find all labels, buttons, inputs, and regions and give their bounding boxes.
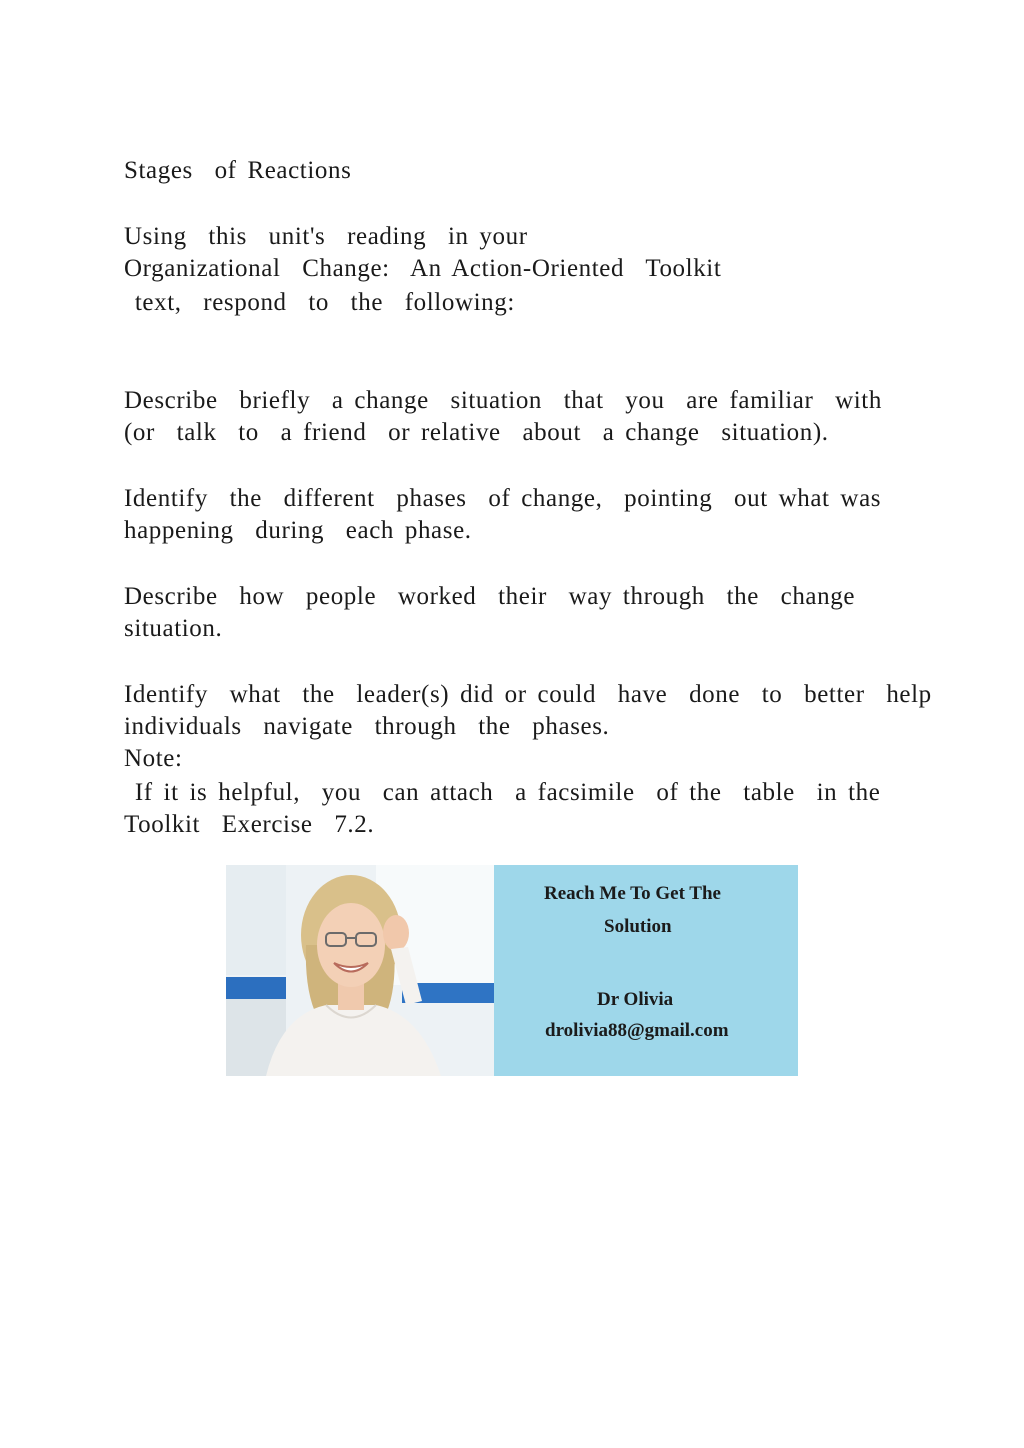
contact-email[interactable]: drolivia88@gmail.com xyxy=(545,1020,729,1041)
contact-banner xyxy=(226,865,798,1076)
prompt-2-line-1: Identify the different phases of change, pointing out what was xyxy=(124,485,882,512)
intro-line-1: Using this unit's reading in your xyxy=(124,223,528,250)
prompt-4-line-1: Identify what the leader(s) did or could have done to better help xyxy=(124,681,932,708)
prompt-1-line-2: (or talk to a friend or relative about a change situation). xyxy=(124,419,829,446)
prompt-1-line-1: Describe briefly a change situation that you are familiar with xyxy=(124,387,882,414)
card-headline-line-1: Reach Me To Get The xyxy=(544,883,721,904)
note-line-2: Toolkit Exercise 7.2. xyxy=(124,811,375,838)
intro-line-3: text, respond to the following: xyxy=(124,289,515,316)
woman-illustration xyxy=(226,865,494,1076)
document-title: Stages of Reactions xyxy=(124,157,352,184)
note-label: Note: xyxy=(124,745,183,772)
prompt-3-line-1: Describe how people worked their way through the change xyxy=(124,583,856,610)
intro-line-2: Organizational Change: An Action-Oriented Toolkit xyxy=(124,255,722,282)
card-headline-line-2: Solution xyxy=(604,916,672,937)
prompt-2-line-2: happening during each phase. xyxy=(124,517,472,544)
prompt-3-line-2: situation. xyxy=(124,615,223,642)
note-line-1: If it is helpful, you can attach a facsimile of the table in the xyxy=(124,779,881,806)
contact-card xyxy=(494,865,798,1076)
woman-photo xyxy=(226,865,494,1076)
contact-name: Dr Olivia xyxy=(597,989,674,1010)
prompt-4-line-2: individuals navigate through the phases. xyxy=(124,713,610,740)
